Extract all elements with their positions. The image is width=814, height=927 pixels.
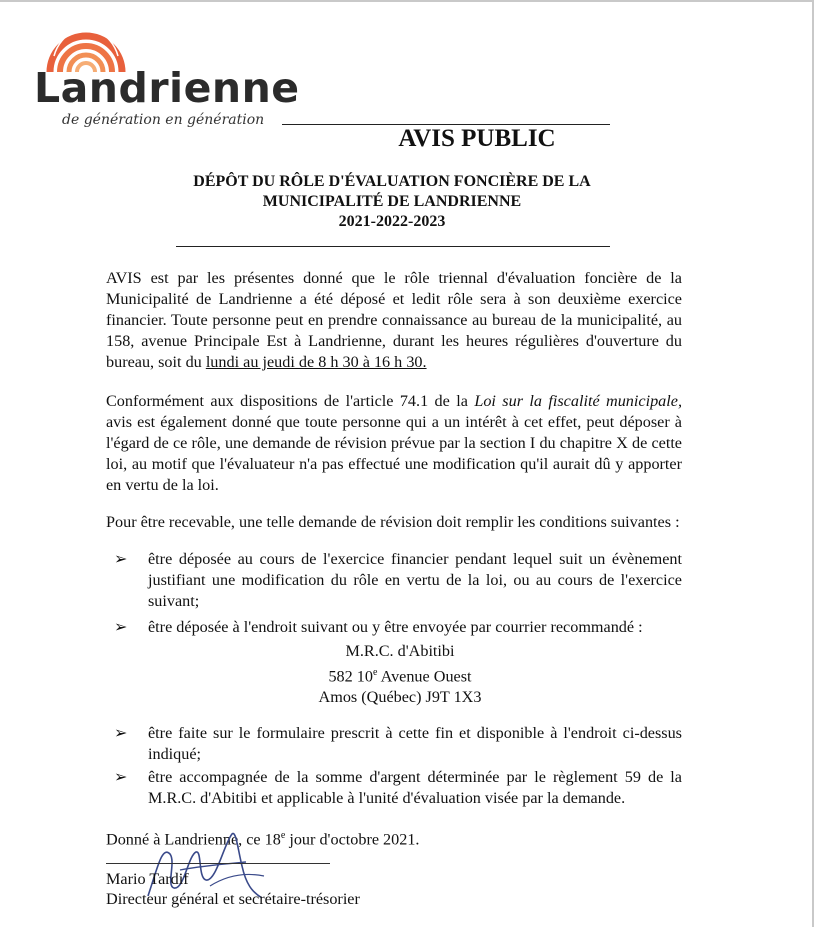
municipality-logo bbox=[34, 16, 300, 128]
paragraph-2-after: avis est également donné que toute personne qui a un intérêt à cet effet, peut déposer à l'égard de ce rôle, une demande de révision prévue par la section I du chapitre X de cette loi, au motif que l'évaluateur n'a pas effectué une modification qu'il aurait dû y apporter en vertu de la loi. bbox=[106, 413, 682, 494]
paragraph-2-before: Conformément aux dispositions de l'article 74.1 de la bbox=[106, 392, 475, 410]
office-hours: lundi au jeudi de 8 h 30 à 16 h 30. bbox=[205, 353, 427, 371]
arrow-bullet-icon: ➢ bbox=[114, 768, 128, 786]
paragraph-revision-right bbox=[106, 391, 682, 496]
condition-text-3: être faite sur le formulaire prescrit à cette fin et disponible à l'endroit ci-dessus indiqué; bbox=[148, 724, 682, 763]
condition-text-4: être accompagnée de la somme d'argent déterminée par le règlement 59 de la M.R.C. d'Abitibi et applicable à l'unité d'évaluation visée par la demande. bbox=[148, 768, 682, 807]
address-line-3: Amos (Québec) J9T 1X3 bbox=[318, 688, 482, 707]
paragraph-deposit-notice bbox=[106, 268, 682, 373]
logo-tagline: de génération en génération bbox=[62, 112, 265, 128]
address-line-1: M.R.C. d'Abitibi bbox=[345, 642, 455, 660]
law-title: Loi sur la fiscalité municipale, bbox=[474, 392, 682, 410]
condition-text-2: être déposée à l'endroit suivant ou y être envoyée par courrier recommandé : bbox=[148, 618, 643, 636]
paragraph-conditions: Pour être recevable, une telle demande de révision doit remplir les conditions suivantes : bbox=[106, 513, 680, 531]
mrc-address bbox=[300, 641, 500, 708]
notice-subtitle bbox=[150, 172, 634, 232]
signer-title: Directeur général et secrétaire-trésorier bbox=[106, 890, 360, 908]
subtitle-line-1: DÉPÔT DU RÔLE D'ÉVALUATION FONCIÈRE DE LA bbox=[193, 173, 591, 190]
header-bottom-rule bbox=[176, 246, 610, 247]
logo-wordmark: Landrienne bbox=[34, 64, 300, 112]
paragraph-1-text: AVIS est par les présentes donné que le rôle triennal d'évaluation foncière de la Municipalité de Landrienne a été déposé et ledit rôle sera à son deuxième exercice financier. Toute personne peut en prendre connaissance au bureau de la municipalité, au 158, avenue Principale Est à Landrienne, durant les heures régulières d'ouverture du bureau, soit du bbox=[106, 269, 682, 371]
scan-border-top bbox=[0, 0, 814, 2]
arrow-bullet-icon: ➢ bbox=[114, 618, 128, 636]
subtitle-line-2: MUNICIPALITÉ DE LANDRIENNE bbox=[262, 193, 522, 210]
given-at-line: Donné à Landrienne, ce 18e jour d'octobre 2021. bbox=[106, 830, 420, 849]
subtitle-line-3: 2021-2022-2023 bbox=[338, 213, 446, 230]
signature-line bbox=[106, 863, 330, 864]
notice-title: AVIS PUBLIC bbox=[398, 125, 556, 152]
arrow-bullet-icon: ➢ bbox=[114, 724, 128, 742]
signer-name: Mario Tardif bbox=[106, 870, 189, 888]
condition-text-1: être déposée au cours de l'exercice financier pendant lequel suit un évènement justifiant une modification du rôle en vertu de la loi, ou au cours de l'exercice suivant; bbox=[148, 550, 682, 610]
arrow-bullet-icon: ➢ bbox=[114, 550, 128, 568]
address-line-2: 582 10e Avenue Ouest bbox=[328, 667, 472, 686]
